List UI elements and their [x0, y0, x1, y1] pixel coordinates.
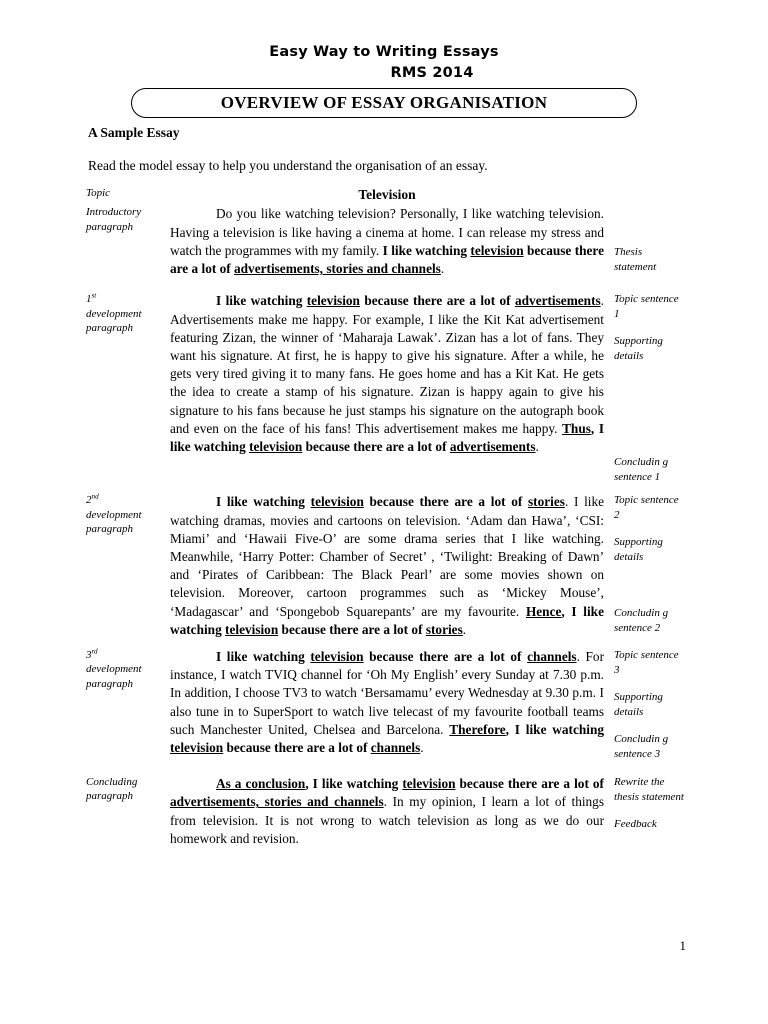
- concl-b2: because there are a: [455, 776, 575, 792]
- intro-thesis-bold-1: I like watching: [382, 242, 471, 258]
- dev3-concl-period: .: [420, 740, 424, 756]
- annotation-concluding-sentence-2: Concludin g sentence 2: [614, 607, 669, 634]
- dev3-concl-b2: because there are a lot of: [223, 740, 371, 756]
- dev1-concl-bu3: advertisements: [449, 438, 536, 454]
- dev2-topic-b3: .: [564, 494, 569, 510]
- dev1-concl-b2: because there are a lot of: [302, 438, 450, 454]
- label-development-1-rest: development paragraph: [86, 307, 142, 334]
- annotation-concluding-sentence-3: Concludin g sentence 3: [614, 733, 669, 760]
- dev3-topic-b3: .: [576, 649, 580, 665]
- section-title-container: [86, 88, 682, 118]
- annotation-topic-sentence-1: Topic sentence 1: [614, 293, 679, 320]
- right-annotations-development-3: [608, 648, 686, 761]
- annotation-rewrite-thesis: Rewrite the thesis statement: [614, 776, 684, 803]
- concl-b3: lot of: [574, 776, 604, 792]
- essay-annotation-grid: [86, 186, 686, 848]
- label-development-1-ordinal: [86, 292, 166, 306]
- dev1-topic-b2: because there are a lot of: [359, 293, 515, 309]
- dev1-number: 1: [86, 293, 92, 306]
- dev1-body-text: Advertisements make me happy. For example, I like the Kit Kat advertisement featuring Zizan, the winner of ‘Maharaja Lawak’. Zizan has a lot of fans. They want his signature. At first, he is happy to give his signature. After a while, he gets very tired giving it to many fans. He goes home and has a Kit Kat. He gets the idea to create a stamp of his signature. Zizan is happy again to give his signature to his fans because he just stamps his signature on the autograph book and even on the face of his fans! This advertisement makes me happy.: [170, 311, 604, 436]
- spacer: [86, 278, 686, 292]
- left-label-concluding: [86, 775, 170, 804]
- dev3-topic-b1: I like watching: [216, 649, 311, 665]
- row-concluding-paragraph: [86, 775, 686, 848]
- dev1-topic-bu2: advertisements: [515, 293, 601, 309]
- intro-plain-text: Do you like watching television? Personally, I like watching television. Having a television is like having a cinema at home. I can release my stress and watch the programmes with my family.: [170, 206, 604, 258]
- dev2-concl-b1: , I like watching: [170, 603, 604, 637]
- label-development-3-rest: development paragraph: [86, 663, 142, 690]
- instruction-text: Read the model essay to help you understand the organisation of an essay.: [88, 158, 488, 173]
- left-label-development-3: [86, 648, 170, 691]
- annotation-topic-sentence-3: Topic sentence 3: [614, 649, 679, 676]
- annotation-feedback: Feedback: [614, 818, 657, 831]
- right-annotations-development-2: [608, 493, 686, 635]
- annotation-topic-sentence-2: Topic sentence 2: [614, 494, 679, 521]
- document-header: [86, 42, 682, 84]
- dev2-suffix: nd: [91, 492, 99, 501]
- dev2-concl-bu3: stories: [425, 621, 463, 637]
- introductory-paragraph: [170, 205, 604, 278]
- right-annotation-thesis: [608, 205, 686, 274]
- concl-b1: , I like watching: [305, 776, 403, 792]
- development-paragraph-1-cell: [170, 292, 608, 456]
- dev2-concl-bu1: Hence: [525, 603, 562, 619]
- label-topic-text: Topic: [86, 187, 111, 199]
- dev3-number: 3: [86, 649, 92, 662]
- intro-thesis-bold-2: because there are a lot of: [170, 242, 604, 277]
- dev3-topic-bu1: television: [310, 649, 364, 665]
- row-development-paragraph-1: [86, 292, 686, 484]
- essay-title: Television: [358, 187, 416, 202]
- annotation-thesis-statement: Thesis statement: [614, 246, 657, 273]
- header-title-line: Easy Way to Writing Essays: [269, 44, 499, 60]
- dev2-concl-bu2: television: [225, 621, 279, 637]
- dev1-concl-bu2: television: [249, 438, 303, 454]
- concl-body-text: In my opinion, I learn a lot of things from television. It is not wrong to watch television as long as we do our homework and revision.: [170, 794, 605, 846]
- annotation-concluding-sentence-1: Concludin g sentence 1: [614, 456, 669, 483]
- concluding-paragraph-cell: [170, 775, 608, 848]
- dev2-concl-period: .: [462, 621, 467, 637]
- row-introductory-paragraph: [86, 205, 686, 278]
- dev1-topic-b3: .: [600, 293, 604, 309]
- left-label-introductory: [86, 205, 170, 234]
- dev1-suffix: st: [91, 291, 97, 300]
- dev3-concl-bu1: Therefore: [449, 721, 506, 737]
- header-subtitle-line: RMS 2014: [390, 65, 474, 82]
- dev3-concl-bu2: television: [170, 740, 224, 756]
- dev3-body-text: For instance, I watch TVIQ channel for ‘Oh My English’ every Sunday at 7.30 p.m. In addition, I choose TV3 to watch ‘Bersamamu’ every Wednesday at 9.30 p.m. I also tune in to SuperSport to watch live telecast of my favourite football teams such Manchester United, Chelsea and Barcelona.: [170, 649, 604, 737]
- dev2-topic-b2: because there are a lot of: [363, 494, 528, 510]
- development-paragraph-1: [170, 292, 604, 456]
- intro-thesis-underline-1: television: [470, 242, 524, 258]
- concl-bu2: television: [402, 776, 456, 792]
- left-label-topic: [86, 186, 170, 200]
- spacer: [86, 639, 686, 648]
- right-annotations-concluding: [608, 775, 686, 832]
- dev2-number: 2: [86, 494, 92, 507]
- dev1-concl-b1: , I like watching: [170, 420, 605, 454]
- dev3-concl-b1: , I like watching: [505, 721, 605, 737]
- section-title-pill: OVERVIEW OF ESSAY ORGANISATION: [131, 88, 637, 118]
- left-label-development-1: [86, 292, 170, 335]
- dev3-topic-b2: because there are a lot of: [363, 649, 528, 665]
- spacer: [86, 484, 686, 493]
- development-paragraph-3: [170, 648, 604, 757]
- label-development-3-ordinal: [86, 648, 166, 662]
- intro-thesis-underline-2: advertisements, stories and channels: [234, 261, 441, 277]
- dev1-concl-bu1: Thus: [562, 420, 591, 436]
- annotation-supporting-details-2: Supporting details: [614, 536, 663, 563]
- page-number: 1: [679, 938, 686, 953]
- concluding-paragraph: [170, 775, 604, 848]
- dev2-topic-bu1: television: [310, 494, 364, 510]
- annotation-supporting-details-3: Supporting details: [614, 691, 663, 718]
- label-development-2-rest: development paragraph: [86, 508, 142, 535]
- row-topic: [86, 186, 686, 205]
- concl-bu3: advertisements, stories and channels: [170, 794, 384, 810]
- sample-essay-heading: A Sample Essay: [88, 125, 180, 140]
- dev3-concl-bu3: channels: [370, 740, 421, 756]
- right-annotations-development-1: [608, 292, 686, 484]
- concl-period: .: [383, 794, 388, 810]
- left-label-development-2: [86, 493, 170, 536]
- development-paragraph-2-cell: [170, 493, 608, 639]
- dev1-topic-b1: I like watching: [216, 293, 307, 309]
- concl-bu1: As a conclusion: [216, 776, 306, 792]
- row-development-paragraph-3: [86, 648, 686, 761]
- intro-thesis-period: .: [440, 261, 445, 277]
- introductory-paragraph-cell: [170, 205, 608, 278]
- spacer: [86, 761, 686, 775]
- dev2-concl-b2: because there are a lot of: [278, 621, 426, 637]
- dev1-topic-bu1: television: [306, 293, 360, 309]
- essay-title-cell: [170, 186, 608, 205]
- row-development-paragraph-2: [86, 493, 686, 639]
- label-concluding-text: Concluding paragraph: [86, 776, 138, 803]
- dev1-concl-period: .: [535, 438, 539, 454]
- dev3-topic-bu2: channels: [527, 649, 577, 665]
- label-introductory-text: Introductory paragraph: [86, 206, 142, 233]
- dev3-suffix: rd: [91, 647, 98, 656]
- label-development-2-ordinal: [86, 493, 166, 507]
- annotation-supporting-details-1: Supporting details: [614, 335, 663, 362]
- dev2-body-text: I like watching dramas, movies and cartoons on television. ‘Adam dan Hawa’, ‘CSI: Miami’ and ‘Hawaii Five-O’ are some drama series that I like watching. Meanwhile, ‘Harry Potter: Chamber of Secret’ , ‘Twilight: Breaking of Dawn’ and ‘Pirates of Caribbean: The Black Pearl’ are some movies shown on television. Moreover, cartoon programmes such as ‘Mickey Mouse’, ‘Madagascar’ and ‘Spongebob Squarepants’ are my favourite.: [170, 494, 605, 619]
- development-paragraph-3-cell: [170, 648, 608, 757]
- dev2-topic-b1: I like watching: [216, 494, 311, 510]
- development-paragraph-2: [170, 493, 604, 639]
- dev2-topic-bu2: stories: [528, 494, 565, 510]
